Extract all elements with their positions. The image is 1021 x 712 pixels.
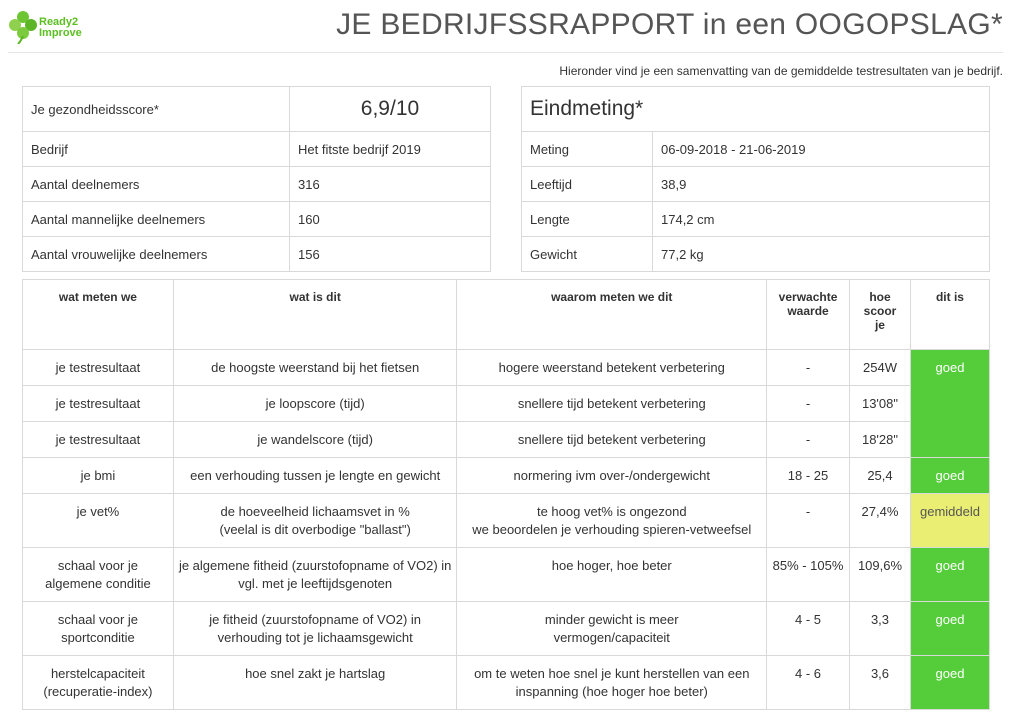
row-is: je loopscore (tijd) [173,386,457,422]
row-why: hoe hoger, hoe beter [457,548,767,602]
row-expected: 4 - 6 [767,656,850,710]
row-why: minder gewicht is meer vermogen/capaciteit [457,602,767,656]
table-row [23,350,990,386]
table-row [23,602,990,656]
status-badge: goed [910,458,989,494]
header-why: waarom meten we dit [457,280,767,350]
row-is: hoe snel zakt je hartslag [173,656,457,710]
row-score: 13'08" [850,386,911,422]
row-what: je bmi [23,458,174,494]
header-is: wat is dit [173,280,457,350]
row-expected: - [767,386,850,422]
measurement-heading: Eindmeting* [522,87,990,132]
row-why: normering ivm over-/ondergewicht [457,458,767,494]
header-what: wat meten we [23,280,174,350]
status-badge: gemiddeld [910,494,989,548]
row-score: 3,3 [850,602,911,656]
row-what: je testresultaat [23,422,174,458]
weight-value: 77,2 kg [653,237,990,272]
row-what: schaal voor je sportconditie [23,602,174,656]
row-what: schaal voor je algemene conditie [23,548,174,602]
row-score: 109,6% [850,548,911,602]
height-value: 174,2 cm [653,202,990,237]
row-why: om te weten hoe snel je kunt herstellen van een inspanning (hoe hoger hoe beter) [457,656,767,710]
status-badge: goed [910,548,989,602]
male-participants-label: Aantal mannelijke deelnemers [23,202,290,237]
header-status: dit is [910,280,989,350]
row-score: 18'28" [850,422,911,458]
row-why: snellere tijd betekent verbetering [457,422,767,458]
row-is: de hoogste weerstand bij het fietsen [173,350,457,386]
measurement-period-value: 06-09-2018 - 21-06-2019 [653,132,990,167]
company-label: Bedrijf [23,132,290,167]
logo [8,10,88,48]
male-participants-value: 160 [290,202,491,237]
row-is: de hoeveelheid lichaamsvet in % (veelal is dit overbodige "ballast") [173,494,457,548]
row-is: je fitheid (zuurstofopname of VO2) in verhouding tot je lichaamsgewicht [173,602,457,656]
row-score: 254W [850,350,911,386]
divider [8,52,1003,53]
row-expected: 85% - 105% [767,548,850,602]
row-why: te hoog vet% is ongezond we beoordelen je verhouding spieren-vetweefsel [457,494,767,548]
company-info-table [22,86,491,272]
row-what: je testresultaat [23,386,174,422]
row-what: je vet% [23,494,174,548]
row-expected: - [767,350,850,386]
row-is: je wandelscore (tijd) [173,422,457,458]
measurement-table [521,86,990,272]
female-participants-value: 156 [290,237,491,272]
row-is: je algemene fitheid (zuurstofopname of VO2) in vgl. met je leeftijdsgenoten [173,548,457,602]
row-is: een verhouding tussen je lengte en gewicht [173,458,457,494]
clover-icon [8,10,38,44]
row-score: 27,4% [850,494,911,548]
measurement-period-label: Meting [522,132,653,167]
row-expected: 18 - 25 [767,458,850,494]
status-badge: goed [910,350,989,458]
row-score: 3,6 [850,656,911,710]
age-value: 38,9 [653,167,990,202]
results-header-row [23,280,990,350]
row-score: 25,4 [850,458,911,494]
row-expected: - [767,422,850,458]
results-table [22,279,990,710]
female-participants-label: Aantal vrouwelijke deelnemers [23,237,290,272]
score-label: Je gezondheidsscore* [23,87,290,132]
participants-label: Aantal deelnemers [23,167,290,202]
status-badge: goed [910,602,989,656]
height-label: Lengte [522,202,653,237]
age-label: Leeftijd [522,167,653,202]
table-row [23,548,990,602]
row-why: snellere tijd betekent verbetering [457,386,767,422]
page-title: JE BEDRIJFSSRAPPORT in een OOGOPSLAG* [336,8,1003,41]
table-row [23,494,990,548]
weight-label: Gewicht [522,237,653,272]
row-why: hogere weerstand betekent verbetering [457,350,767,386]
header-score: hoe scoor je [850,280,911,350]
table-row [23,458,990,494]
company-value: Het fitste bedrijf 2019 [290,132,491,167]
status-badge: goed [910,656,989,710]
row-what: herstelcapaciteit (recuperatie-index) [23,656,174,710]
logo-text-line2: Improve [39,27,82,39]
row-expected: - [767,494,850,548]
table-row [23,386,990,422]
table-row [23,656,990,710]
participants-value: 316 [290,167,491,202]
row-what: je testresultaat [23,350,174,386]
page-subtitle: Hieronder vind je een samenvatting van de gemiddelde testresultaten van je bedrijf. [559,64,1003,78]
logo-text-line1: Ready2 [39,16,79,28]
health-score: 6,9/10 [290,87,491,132]
row-expected: 4 - 5 [767,602,850,656]
table-row [23,422,990,458]
header-expected: verwachte waarde [767,280,850,350]
